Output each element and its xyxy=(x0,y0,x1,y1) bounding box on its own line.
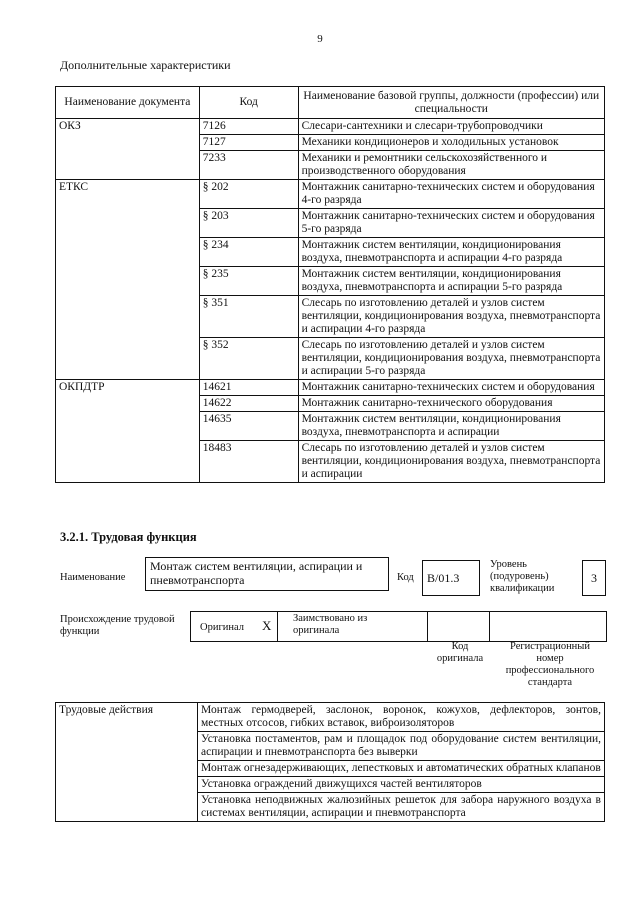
name-cell: Монтажник санитарно-технических систем и оборудования xyxy=(298,380,604,396)
qualification-level-label: Уровень (подуровень) квалификации xyxy=(490,559,555,594)
header-code: Код xyxy=(199,87,298,119)
function-code-value: B/01.3 xyxy=(422,560,480,596)
name-cell: Механики и ремонтники сельскохозяйственного и производственного оборудования xyxy=(298,151,604,180)
code-cell: § 234 xyxy=(199,238,298,267)
name-cell: Механики кондиционеров и холодильных установок xyxy=(298,135,604,151)
code-cell: 14635 xyxy=(199,412,298,441)
origin-original-label: Оригинал xyxy=(200,622,244,633)
name-cell: Слесарь по изготовлению деталей и узлов систем вентиляции, кондиционирования воздуха, пневмотранспорта и аспирации 5-го разряда xyxy=(298,338,604,380)
code-cell: 18483 xyxy=(199,441,298,483)
table-row xyxy=(56,703,605,732)
name-cell: Монтажник санитарно-технических систем и оборудования 5-го разряда xyxy=(298,209,604,238)
document-cell: ОКЗ xyxy=(56,119,200,180)
qualification-level-value: 3 xyxy=(582,560,606,596)
name-cell: Монтажник санитарно-технического оборудования xyxy=(298,396,604,412)
table-header-row xyxy=(56,87,605,119)
name-cell: Слесари-сантехники и слесари-трубопроводчики xyxy=(298,119,604,135)
function-section-title: 3.2.1. Трудовая функция xyxy=(60,530,197,544)
header-name: Наименование базовой группы, должности (профессии) или специальности xyxy=(298,87,604,119)
code-cell: 7127 xyxy=(199,135,298,151)
labor-action-item: Установка постаментов, рам и площадок под оборудование систем вентиляции, аспирации и пневмотранспорта без выверки xyxy=(198,732,605,761)
origin-original-mark: X xyxy=(262,618,272,633)
code-original-label: Код оригинала xyxy=(436,641,484,664)
header-document: Наименование документа xyxy=(56,87,200,119)
code-cell: § 351 xyxy=(199,296,298,338)
name-cell: Монтажник систем вентиляции, кондиционирования воздуха, пневмотранспорта и аспирации xyxy=(298,412,604,441)
table-row xyxy=(56,119,605,135)
code-cell: § 202 xyxy=(199,180,298,209)
name-cell: Монтажник систем вентиляции, кондиционирования воздуха, пневмотранспорта и аспирации 5-го разряда xyxy=(298,267,604,296)
page-number: 9 xyxy=(317,33,323,45)
function-code-label: Код xyxy=(397,572,414,583)
name-cell: Монтажник санитарно-технических систем и оборудования 4-го разряда xyxy=(298,180,604,209)
additional-characteristics-title: Дополнительные характеристики xyxy=(60,58,231,72)
labor-action-item: Монтаж гермодверей, заслонок, воронок, кожухов, дефлекторов, зонтов, местных отсосов, гибких вставок, виброизоляторов xyxy=(198,703,605,732)
code-cell: § 352 xyxy=(199,338,298,380)
name-cell: Слесарь по изготовлению деталей и узлов систем вентиляции, кондиционирования воздуха, пневмотранспорта и аспирации 4-го разряда xyxy=(298,296,604,338)
code-cell: 7233 xyxy=(199,151,298,180)
function-name-label: Наименование xyxy=(60,572,126,583)
code-cell: 7126 xyxy=(199,119,298,135)
divider xyxy=(277,612,278,641)
origin-label: Происхождение трудовой функции xyxy=(60,614,175,637)
code-cell: 14621 xyxy=(199,380,298,396)
labor-actions-label: Трудовые действия xyxy=(56,703,198,822)
function-name-value: Монтаж систем вентиляции, аспирации и пневмотранспорта xyxy=(145,557,389,591)
labor-actions-table xyxy=(55,702,605,822)
name-cell: Монтажник систем вентиляции, кондиционирования воздуха, пневмотранспорта и аспирации 4-го разряда xyxy=(298,238,604,267)
origin-borrowed-label: Заимствовано из оригинала xyxy=(293,613,368,636)
document-cell: ОКПДТР xyxy=(56,380,200,483)
code-cell: § 203 xyxy=(199,209,298,238)
name-cell: Слесарь по изготовлению деталей и узлов систем вентиляции, кондиционирования воздуха, пневмотранспорта и аспирации xyxy=(298,441,604,483)
labor-action-item: Установка неподвижных жалюзийных решеток для забора наружного воздуха в системах вентиляции, аспирации и пневмотранспорта xyxy=(198,793,605,822)
divider xyxy=(427,612,428,641)
reg-number-label: Регистрационный номер профессионального стандарта xyxy=(505,641,595,688)
table-row xyxy=(56,380,605,396)
code-cell: § 235 xyxy=(199,267,298,296)
labor-action-item: Монтаж огнезадерживающих, лепестковых и автоматических обратных клапанов xyxy=(198,761,605,777)
additional-characteristics-table xyxy=(55,86,605,483)
table-row xyxy=(56,180,605,209)
document-cell: ЕТКС xyxy=(56,180,200,380)
labor-action-item: Установка ограждений движущихся частей вентиляторов xyxy=(198,777,605,793)
divider xyxy=(489,612,490,641)
code-cell: 14622 xyxy=(199,396,298,412)
